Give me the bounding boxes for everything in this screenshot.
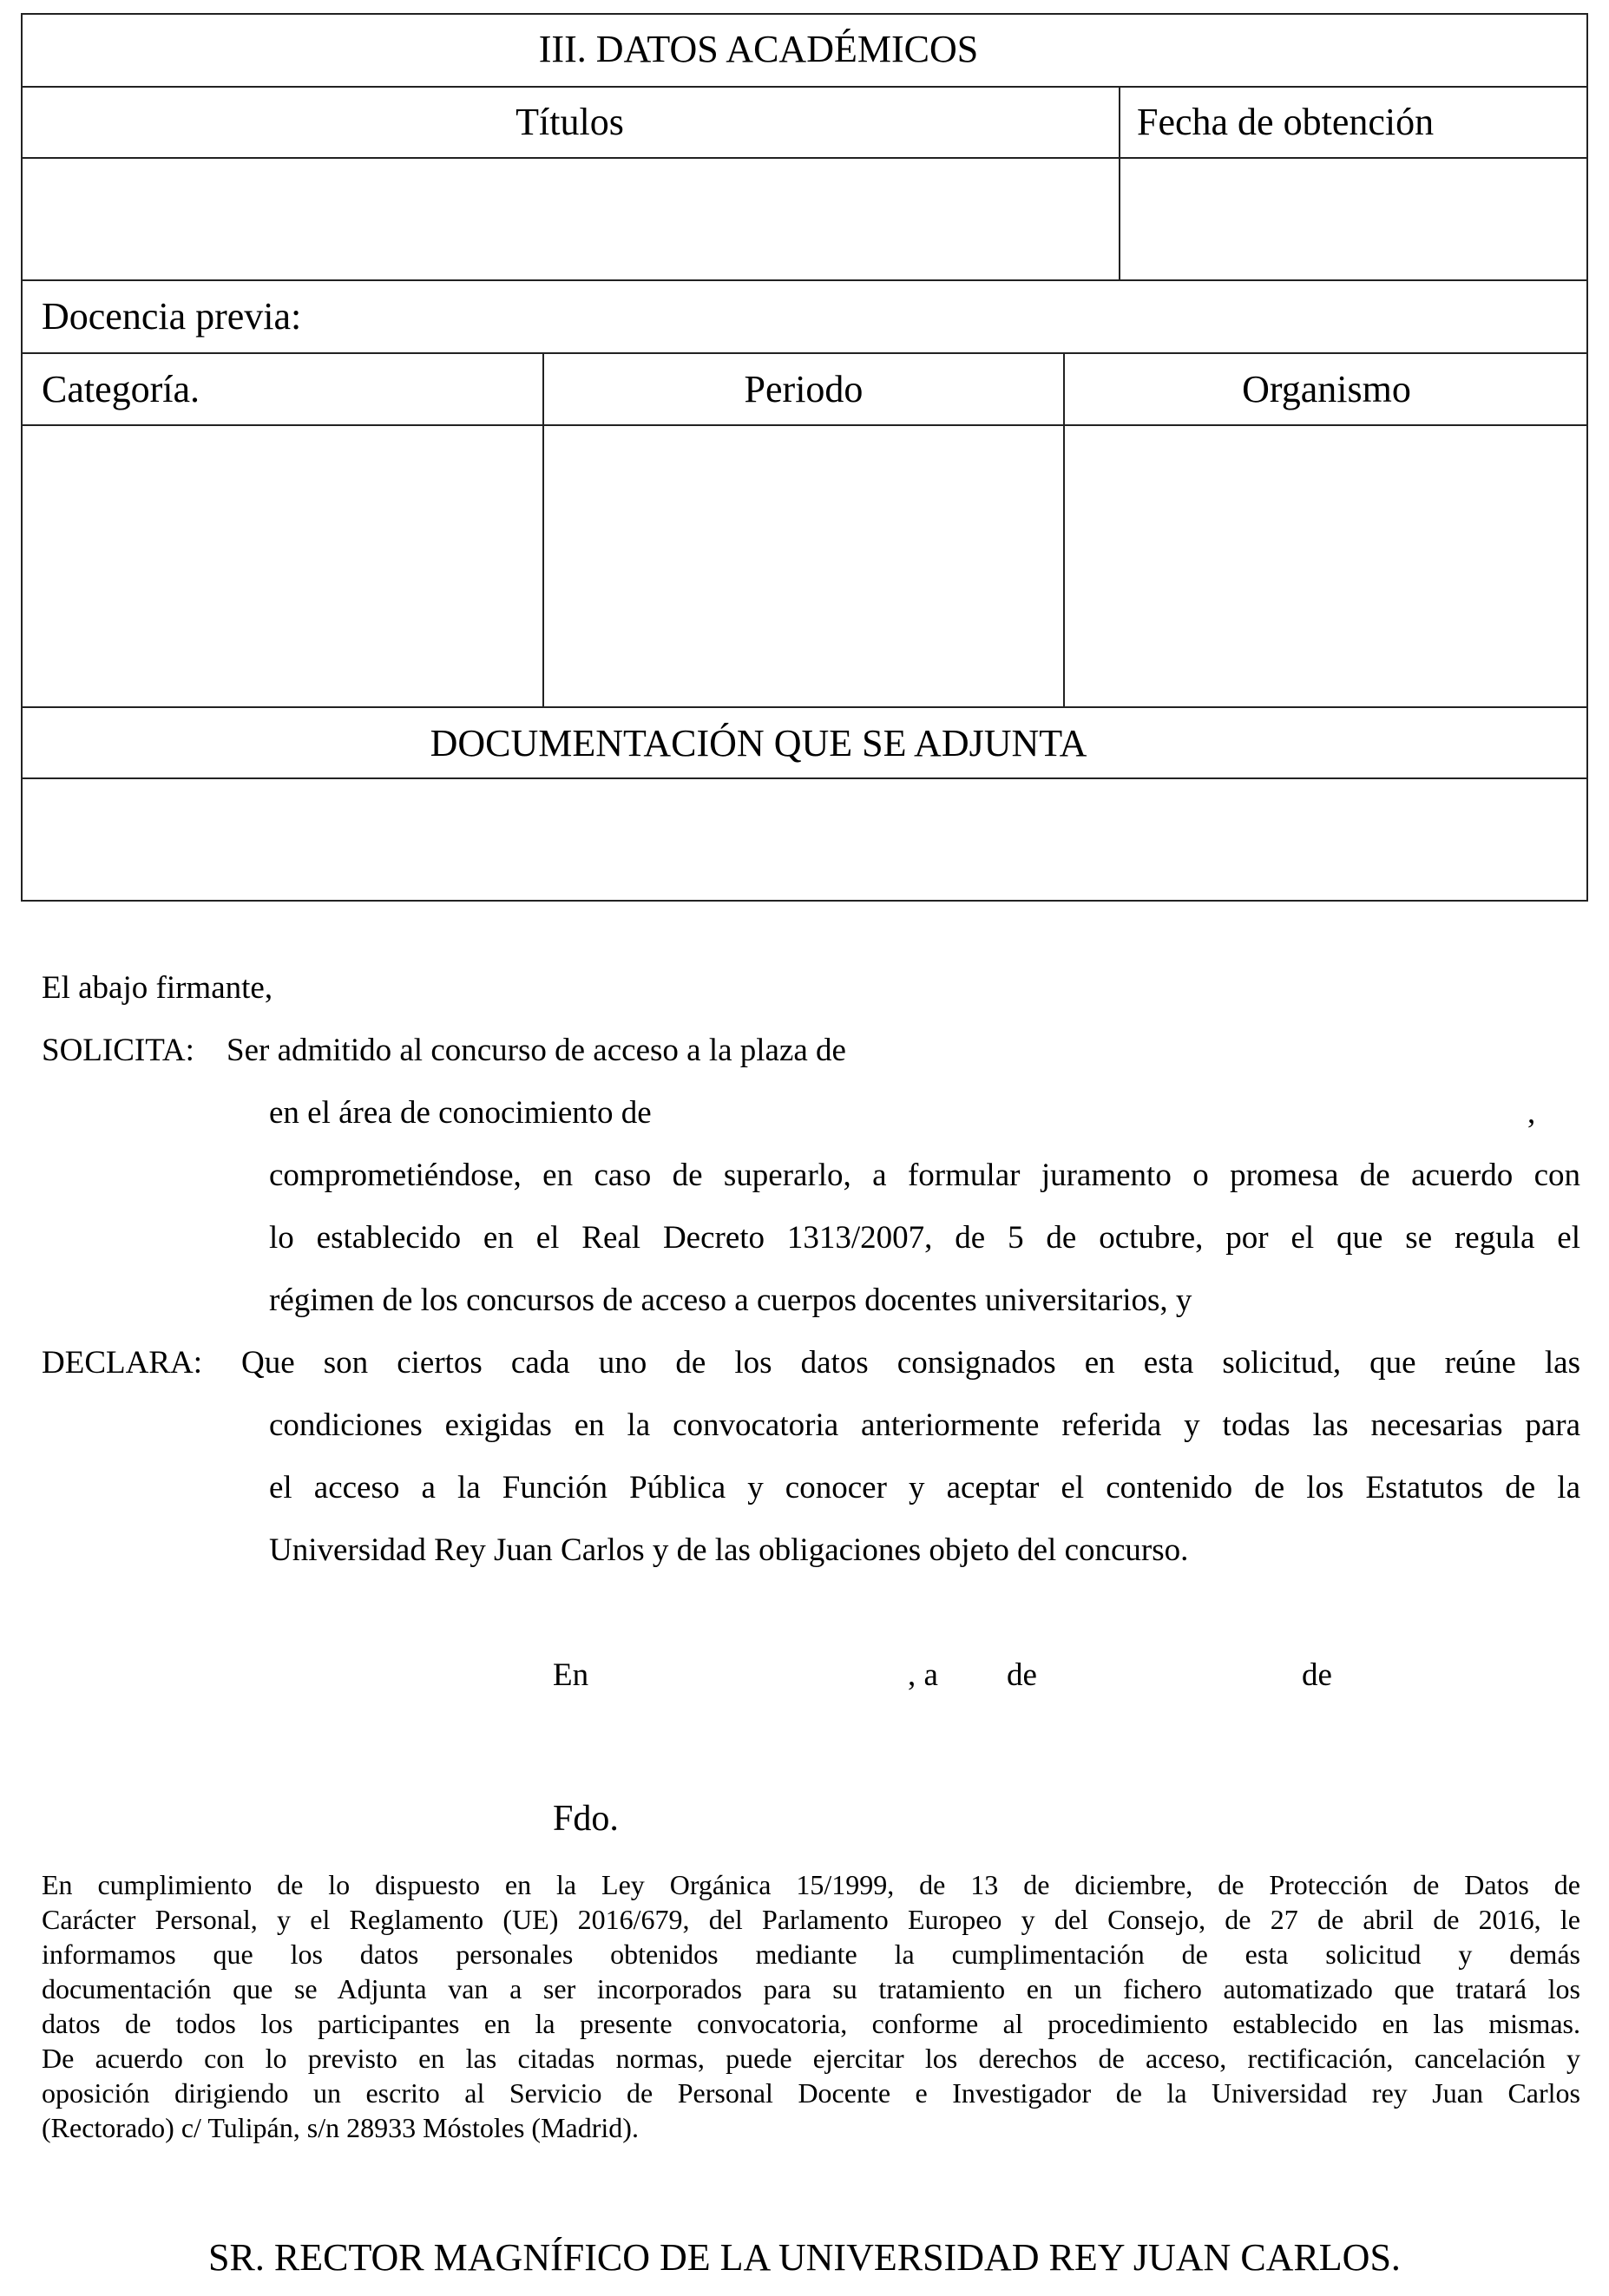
date-de-month: de xyxy=(1302,1657,1332,1693)
titles-entry-field[interactable] xyxy=(26,163,1113,274)
declara-line: Universidad Rey Juan Carlos y de las obligaciones objeto del concurso. xyxy=(269,1532,1189,1568)
solicita-text: Ser admitido al concurso de acceso a la plaza de xyxy=(227,1033,846,1068)
addressee: SR. RECTOR MAGNÍFICO DE LA UNIVERSIDAD REY JUAN CARLOS. xyxy=(208,2236,1401,2279)
period-entry-field[interactable] xyxy=(548,430,1059,702)
intro-line: El abajo firmante, xyxy=(42,970,273,1006)
privacy-notice-line: Carácter Personal, y el Reglamento (UE) 2016/679, del Parlamento Europeo y del Consejo, de 27 de abril de 2016, le xyxy=(42,1904,1580,1935)
column-header-category: Categoría. xyxy=(42,368,200,410)
table-rule xyxy=(21,424,1588,426)
category-entry-field[interactable] xyxy=(26,430,538,702)
date-entry-field[interactable] xyxy=(1125,163,1583,274)
date-de-day: de xyxy=(1007,1657,1037,1693)
solicita-label: SOLICITA: xyxy=(42,1033,194,1068)
declara-line: condiciones exigidas en la convocatoria anteriormente referida y todas las necesarias para xyxy=(269,1407,1580,1443)
privacy-notice-line: informamos que los datos personales obtenidos mediante la cumplimentación de esta solicitud y demás xyxy=(42,1938,1580,1970)
section-title: III. DATOS ACADÉMICOS xyxy=(538,28,979,70)
prior-teaching-label: Docencia previa: xyxy=(42,295,302,338)
place-prefix: En xyxy=(553,1657,589,1693)
table-rule xyxy=(21,706,1588,708)
privacy-notice-line: De acuerdo con lo previsto en las citadas normas, puede ejercitar los derechos de acceso, rectificación, cancelación y xyxy=(42,2043,1580,2074)
declara-line: el acceso a la Función Pública y conocer y aceptar el contenido de los Estatutos de la xyxy=(269,1470,1580,1506)
solicita-line: comprometiéndose, en caso de superarlo, a formular juramento o promesa de acuerdo con xyxy=(269,1158,1580,1193)
attached-documents-title: DOCUMENTACIÓN QUE SE ADJUNTA xyxy=(430,722,1087,764)
column-header-date: Fecha de obtención xyxy=(1137,101,1435,143)
declara-label: DECLARA: xyxy=(42,1345,202,1381)
signature-label: Fdo. xyxy=(553,1799,619,1839)
area-comma: , xyxy=(1527,1095,1536,1131)
column-header-organism: Organismo xyxy=(1242,368,1411,410)
privacy-notice-line: oposición dirigiendo un escrito al Servicio de Personal Docente e Investigador de la Universidad rey Juan Carlos xyxy=(42,2077,1580,2109)
privacy-notice-line: En cumplimiento de lo dispuesto en la Ley Orgánica 15/1999, de 13 de diciembre, de Protección de Datos de xyxy=(42,1869,1580,1900)
area-text: en el área de conocimiento de xyxy=(269,1095,652,1131)
declara-first-line: Que son ciertos cada uno de los datos consignados en esta solicitud, que reúne las xyxy=(241,1345,1580,1381)
table-rule xyxy=(1119,86,1120,281)
privacy-notice-line: datos de todos los participantes en la presente convocatoria, conforme al procedimiento establecido en las mismas. xyxy=(42,2008,1580,2039)
attached-documents-field[interactable] xyxy=(26,784,1583,896)
table-rule xyxy=(21,157,1588,159)
column-header-period: Periodo xyxy=(744,368,864,410)
solicita-line: lo establecido en el Real Decreto 1313/2007, de 5 de octubre, por el que se regula el xyxy=(269,1220,1580,1256)
organism-entry-field[interactable] xyxy=(1069,430,1583,702)
privacy-notice-line: documentación que se Adjunta van a ser incorporados para su tratamiento en un fichero automatizado que tratará los xyxy=(42,1973,1580,2004)
solicita-line: régimen de los concursos de acceso a cuerpos docentes universitarios, y xyxy=(269,1282,1192,1318)
privacy-notice-line: (Rectorado) c/ Tulipán, s/n 28933 Móstoles (Madrid). xyxy=(42,2112,639,2143)
date-comma-a: , a xyxy=(908,1657,938,1693)
table-rule xyxy=(21,279,1588,281)
table-rule xyxy=(21,352,1588,354)
table-rule xyxy=(21,86,1588,88)
table-rule xyxy=(21,777,1588,779)
column-header-titles: Títulos xyxy=(516,101,624,143)
